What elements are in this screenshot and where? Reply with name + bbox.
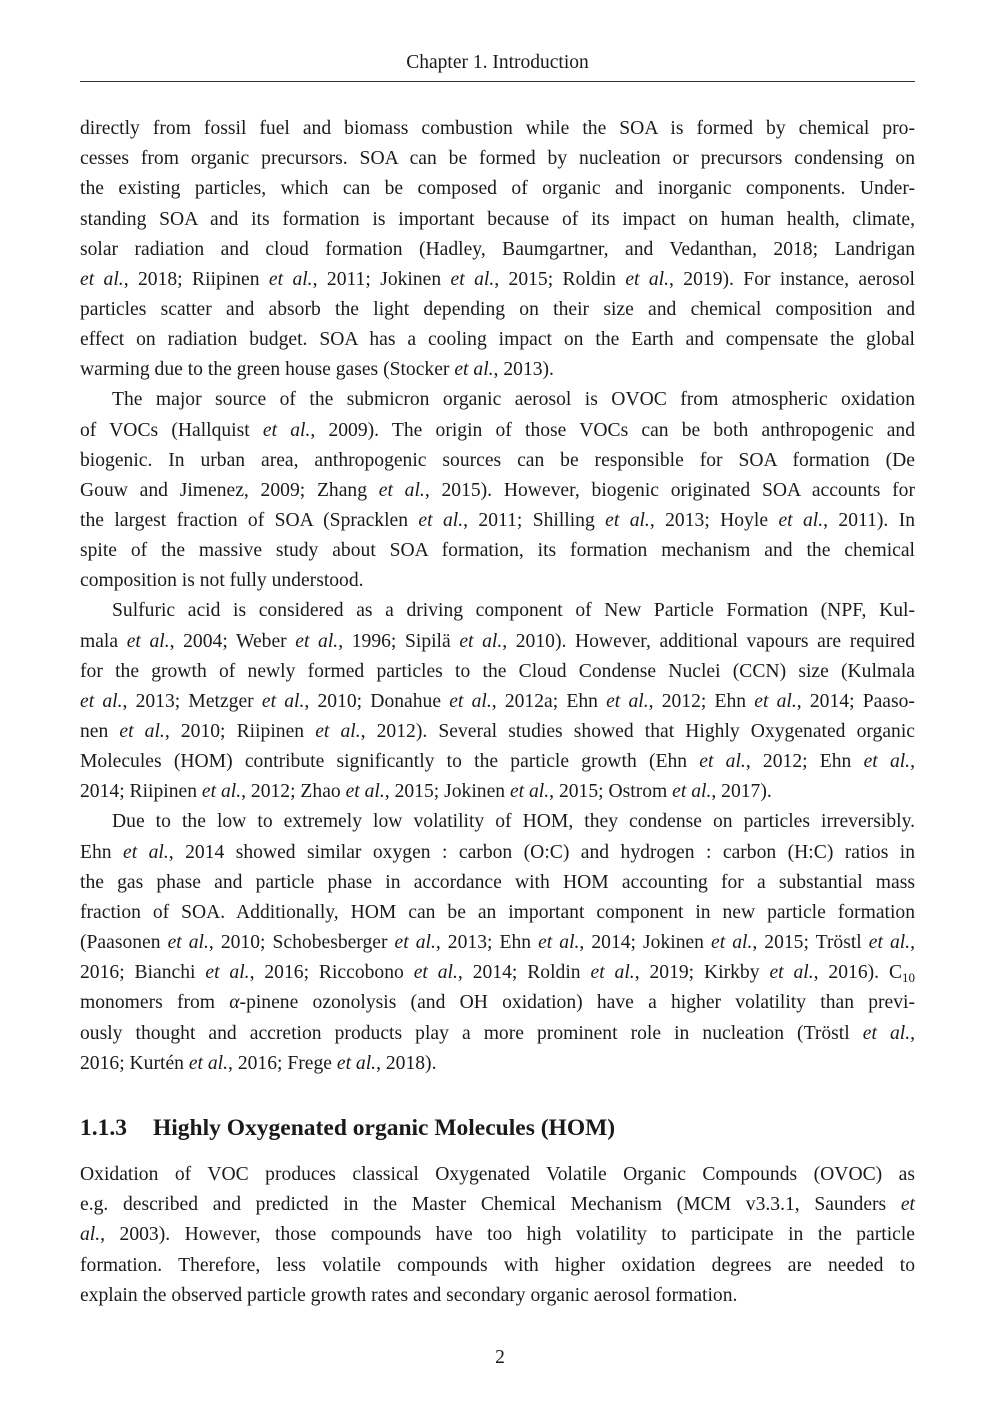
text-line: mala et al., 2004; Weber et al., 1996; Sipilä et al., 2010). However, additional vapours are required <box>80 630 915 652</box>
text-line: et al., 2018; Riipinen et al., 2011; Jokinen et al., 2015; Roldin et al., 2019). For instance, aerosol <box>80 268 915 290</box>
text-line: e.g. described and predicted in the Master Chemical Mechanism (MCM v3.3.1, Saunders et <box>80 1194 915 1216</box>
text-line: monomers from α-pinene ozonolysis (and OH oxidation) have a higher volatility than previ- <box>80 992 915 1014</box>
running-header: Chapter 1. Introduction <box>406 52 589 73</box>
text-line: of VOCs (Hallquist et al., 2009). The origin of those VOCs can be both anthropogenic and <box>80 419 916 441</box>
text-line: warming due to the green house gases (Stocker et al., 2013). <box>80 359 554 381</box>
text-line: directly from fossil fuel and biomass combustion while the SOA is formed by chemical pro- <box>80 118 915 139</box>
text-line: explain the observed particle growth rates and secondary organic aerosol formation. <box>80 1284 738 1306</box>
section-title: Highly Oxygenated organic Molecules (HOM) <box>153 1115 616 1141</box>
page-number: 2 <box>495 1347 505 1368</box>
text-line: standing SOA and its formation is important because of its impact on human health, climate, <box>80 208 915 230</box>
text-line: spite of the massive study about SOA formation, its formation mechanism and the chemical <box>80 540 915 562</box>
text-line: formation. Therefore, less volatile compounds with higher oxidation degrees are needed to <box>80 1254 915 1276</box>
text-line: 2016; Kurtén et al., 2016; Frege et al., 2018). <box>80 1052 437 1074</box>
text-line: the largest fraction of SOA (Spracklen et al., 2011; Shilling et al., 2013; Hoyle et al., 2011). In <box>80 509 916 531</box>
text-line: nen et al., 2010; Riipinen et al., 2012). Several studies showed that Highly Oxygenated organic <box>80 721 915 742</box>
text-line: 2014; Riipinen et al., 2012; Zhao et al., 2015; Jokinen et al., 2015; Ostrom et al., 2017). <box>80 781 772 803</box>
header-rule <box>80 81 915 82</box>
text-line: Due to the low to extremely low volatility of HOM, they condense on particles irreversibly. <box>112 811 915 833</box>
text-line: Molecules (HOM) contribute significantly to the particle growth (Ehn et al., 2012; Ehn et al., <box>80 751 915 773</box>
text-line: for the growth of newly formed particles to the Cloud Condense Nuclei (CCN) size (Kulmala <box>80 660 915 682</box>
text-line: biogenic. In urban area, anthropogenic sources can be responsible for SOA formation (De <box>80 449 915 471</box>
text-line: 2016; Bianchi et al., 2016; Riccobono et al., 2014; Roldin et al., 2019; Kirkby et al., 2016). $C_{10}$ <box>80 962 916 986</box>
text-line: cesses from organic precursors. SOA can be formed by nucleation or precursors condensing on <box>80 148 915 170</box>
text-line: (Paasonen et al., 2010; Schobesberger et al., 2013; Ehn et al., 2014; Jokinen et al., 2015; Tröstl et al., <box>80 932 915 953</box>
text-line: Sulfuric acid is considered as a driving component of New Particle Formation (NPF, Kul- <box>112 600 915 622</box>
text-line: composition is not fully understood. <box>80 570 364 592</box>
section-number: 1.1.3 <box>80 1115 127 1141</box>
text-line: Ehn et al., 2014 showed similar oxygen : carbon (O:C) and hydrogen : carbon (H:C) ratios in <box>80 841 915 863</box>
text-line: particles scatter and absorb the light depending on their size and chemical composition and <box>80 298 915 320</box>
text-line: et al., 2013; Metzger et al., 2010; Donahue et al., 2012a; Ehn et al., 2012; Ehn et al., 2014; Paaso- <box>80 690 915 712</box>
text-line: The major source of the submicron organic aerosol is OVOC from atmospheric oxidation <box>112 389 915 411</box>
text-line: the gas phase and particle phase in accordance with HOM accounting for a substantial mass <box>80 871 915 893</box>
section-heading <box>80 1115 615 1142</box>
text-line: ously thought and accretion products play a more prominent role in nucleation (Tröstl et al., <box>80 1022 916 1044</box>
text-line: the existing particles, which can be composed of organic and inorganic components. Under- <box>80 178 915 200</box>
text-line: solar radiation and cloud formation (Hadley, Baumgartner, and Vedanthan, 2018; Landrigan <box>80 238 915 260</box>
text-line: fraction of SOA. Additionally, HOM can be an important component in new particle formation <box>80 901 915 923</box>
text-line: effect on radiation budget. SOA has a cooling impact on the Earth and compensate the global <box>80 329 915 350</box>
text-line: Oxidation of VOC produces classical Oxygenated Volatile Organic Compounds (OVOC) as <box>80 1164 915 1185</box>
text-line: Gouw and Jimenez, 2009; Zhang et al., 2015). However, biogenic originated SOA accounts for <box>80 479 915 501</box>
text-line: al., 2003). However, those compounds have too high volatility to participate in the particle <box>80 1224 915 1246</box>
